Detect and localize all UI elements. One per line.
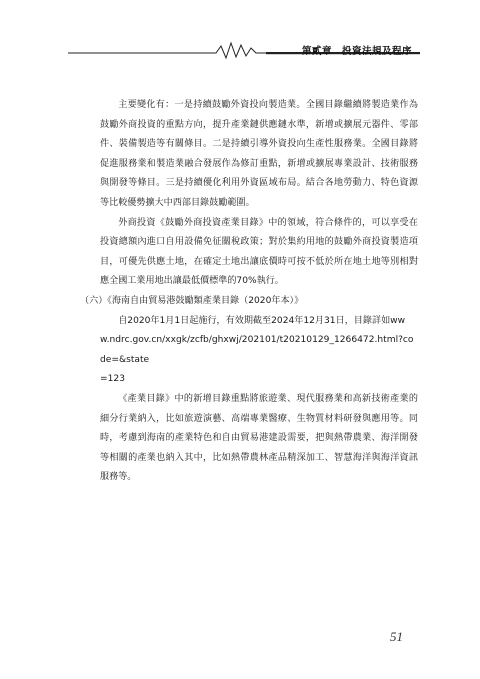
url-continuation: w.ndrc.gov.cn/xxgk/zcfb/ghxwj/202101/t20210129_1266472.html?code=&state	[100, 335, 414, 365]
chapter-title: 第貳章 投資法規及程序	[301, 46, 412, 57]
section-heading: （六）《海南自由貿易港鼓勵類產業目錄（2020年本）》	[80, 295, 304, 306]
paragraph-catalog: 《產業目錄》中的新增目錄重點將旅遊業、現代服務業和高新技術產業的細分行業納入，比如旅遊演藝、高端專業醫療、生物質材料研發與應用等。同時，考慮到海南的產業特色和自由貿易港建設需要，把與熱帶農業、海洋開發等相關的產業也納入其中，比如熱帶農林產品精深加工、智慧海洋與海洋資訊服務等。	[100, 393, 418, 483]
url-continuation-end: =123	[100, 374, 125, 385]
running-header	[68, 40, 420, 60]
paragraph-changes: 主要變化有：一是持續鼓勵外資投向製造業。全國目錄繼續將製造業作為鼓勵外商投資的重點方向，提升產業鏈供應鏈水準，新增或擴展元器件、零部件、裝備製造等有關條目。二是持續引導外資投向生產性服務業。全國目錄將促進服務業和製造業融合發展作為修訂重點，新增或擴展專業設計、技術服務與開發等條目。三是持續優化利用外資區域布局。結合各地勞動力、特色資源等比較優勢擴大中西部目錄鼓勵範圍。	[100, 100, 418, 208]
page-body	[80, 96, 418, 488]
page-number: 51	[390, 629, 403, 644]
paragraph-effective-date: 自2020年1月1日起施行，有效期截至2024年12月31日，目錄詳如ww	[118, 315, 406, 326]
paragraph-incentives: 外商投資《鼓勵外商投資產業目錄》中的領域，符合條件的，可以享受在投資總額內進口自用設備免征關稅政策；對於集約用地的鼓勵外商投資製造項目，可優先供應土地，在確定土地出讓底價時可按不低於所在地土地等別相對應全國工業用地出讓最低價標準的70%執行。	[100, 217, 418, 287]
